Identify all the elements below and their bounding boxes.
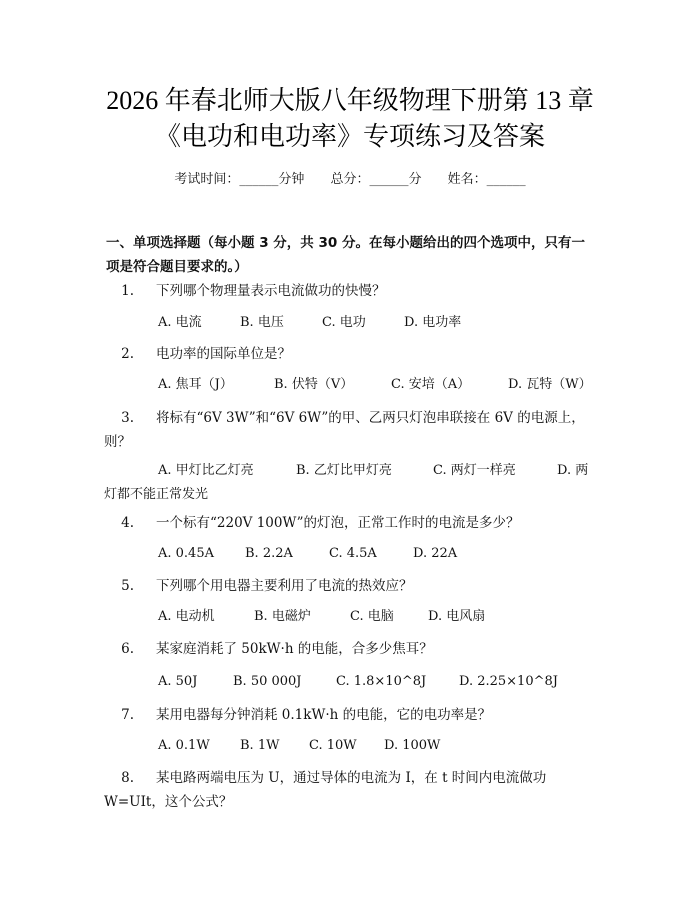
question-text: 某用电器每分钟消耗 0.1kW·h 的电能，它的电功率是？: [156, 707, 492, 723]
question-3-options: [104, 459, 598, 507]
question-7: [104, 703, 598, 727]
option-b: B. 2.2A: [245, 546, 293, 561]
option-b: B. 1W: [240, 738, 280, 753]
question-text: 某电路两端电压为 U，通过导体的电流为 I，在 t 时间内电流做功 W=UIt，这个公式？: [104, 770, 547, 810]
question-8: [104, 766, 598, 814]
option-d: D. 电功率: [404, 315, 462, 330]
question-number: 2.: [121, 346, 134, 362]
option-c: C. 10W: [309, 738, 357, 753]
exam-info: [0, 168, 700, 187]
option-a: A. 焦耳（J）: [158, 377, 233, 392]
option-d: D. 100W: [384, 738, 441, 753]
option-d: D. 瓦特（W）: [508, 377, 592, 392]
question-text: 下列哪个用电器主要利用了电流的热效应？: [156, 578, 413, 594]
question-6-options: [158, 670, 598, 694]
option-b: B. 电磁炉: [254, 609, 311, 624]
question-3: [104, 406, 598, 454]
option-c: C. 1.8×10^8J: [336, 674, 427, 689]
question-number: 5.: [121, 578, 134, 594]
question-2: [104, 342, 598, 366]
question-5-options: [158, 605, 598, 629]
option-c: C. 电功: [322, 315, 366, 330]
option-a: A. 50J: [158, 674, 198, 689]
option-a: A. 电流: [158, 315, 202, 330]
title-line-1: 2026 年春北师大版八年级物理下册第 13 章: [106, 86, 594, 115]
option-b: B. 电压: [240, 315, 284, 330]
option-c: C. 两灯一样亮: [433, 463, 516, 478]
question-number: 6.: [121, 641, 134, 657]
question-number: 3.: [121, 410, 134, 426]
option-b: B. 50 000J: [233, 674, 302, 689]
question-number: 7.: [121, 707, 134, 723]
question-6: [104, 637, 598, 661]
option-d: D. 22A: [413, 546, 458, 561]
question-number: 4.: [121, 515, 134, 531]
question-2-options: [158, 373, 598, 397]
question-4: [104, 511, 598, 535]
option-b: B. 乙灯比甲灯亮: [296, 463, 392, 478]
question-text: 将标有“6V 3W”和“6V 6W”的甲、乙两只灯泡串联接在 6V 的电源上，则？: [104, 410, 585, 450]
option-d: D. 电风扇: [428, 609, 486, 624]
option-d: D. 2.25×10^8J: [459, 674, 558, 689]
question-text: 一个标有“220V 100W”的灯泡，正常工作时的电流是多少？: [156, 515, 520, 531]
question-5: [104, 574, 598, 598]
question-text: 电功率的国际单位是？: [156, 346, 291, 362]
option-b: B. 伏特（V）: [274, 377, 354, 392]
question-number: 8.: [121, 770, 134, 786]
exam-name: 姓名：______: [447, 172, 526, 187]
exam-time: 考试时间：______分钟: [174, 172, 305, 187]
question-1-options: [158, 311, 598, 335]
option-c: C. 4.5A: [329, 546, 377, 561]
option-d: D. 两灯都不能正常发光: [104, 463, 589, 502]
question-text: 某家庭消耗了 50kW·h 的电能，合多少焦耳？: [156, 641, 433, 657]
question-7-options: [158, 734, 598, 758]
question-1: [104, 279, 598, 303]
option-c: C. 电脑: [350, 609, 394, 624]
title-line-2: 《电功和电功率》专项练习及答案: [154, 122, 545, 151]
question-number: 1.: [121, 283, 134, 299]
exam-score: 总分：______分: [330, 172, 422, 187]
option-a: A. 甲灯比乙灯亮: [158, 463, 254, 478]
section-heading: 一、单项选择题（每小题 3 分，共 30 分。在每小题给出的四个选项中，只有一项是符合题目要求的。）: [106, 235, 585, 275]
question-text: 下列哪个物理量表示电流做功的快慢？: [156, 283, 386, 299]
option-a: A. 0.45A: [158, 546, 214, 561]
option-a: A. 0.1W: [158, 738, 210, 753]
option-c: C. 安培（A）: [391, 377, 471, 392]
question-4-options: [158, 542, 598, 566]
option-a: A. 电动机: [158, 609, 215, 624]
